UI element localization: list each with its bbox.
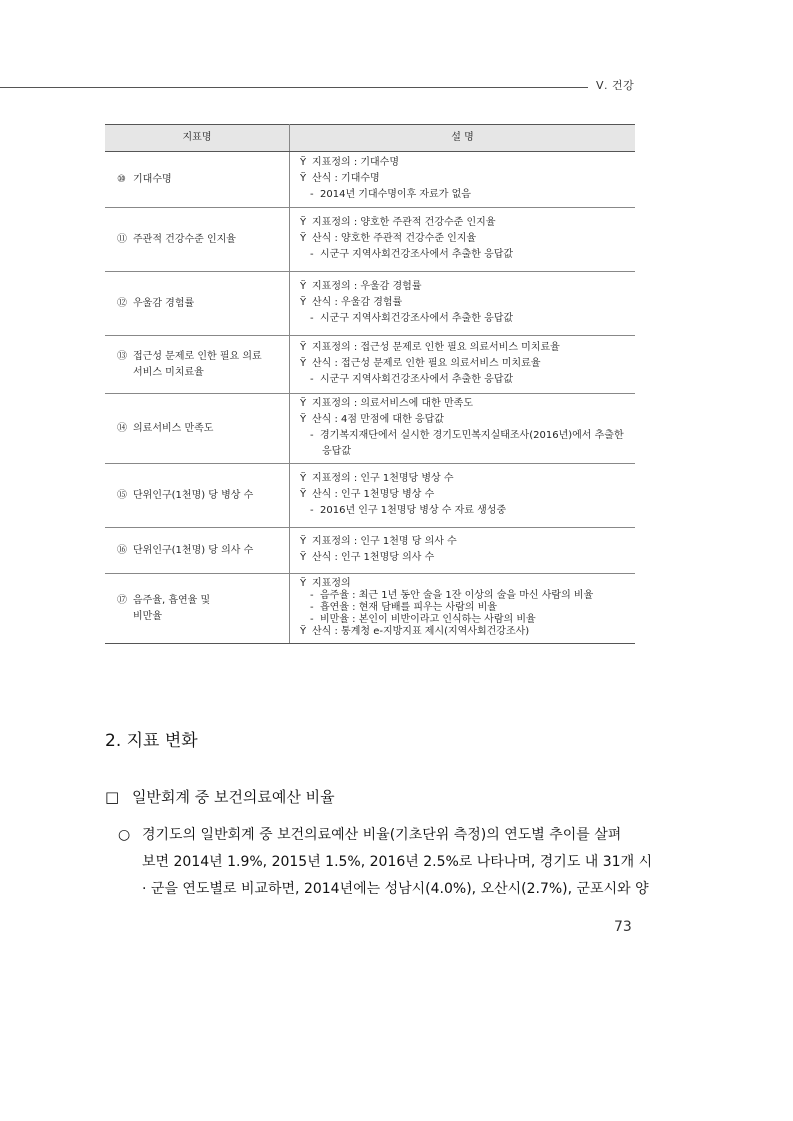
- description-line: [300, 578, 635, 590]
- description-text: 지표정의 : 기대수명: [312, 157, 400, 168]
- page-number: 73: [614, 919, 632, 935]
- description-text: 비만율 : 본인이 비반이라고 인식하는 사람의 비율: [320, 614, 536, 625]
- indicator-name: 비만율: [133, 610, 162, 622]
- checkbox-square-icon: □: [105, 788, 120, 806]
- dash-icon: -: [310, 249, 314, 260]
- y-bullet-icon: Ÿ: [300, 173, 307, 184]
- dash-icon: -: [310, 590, 314, 601]
- description-cell: [290, 152, 636, 208]
- y-bullet-icon: Ÿ: [300, 233, 307, 244]
- description-line: [300, 295, 635, 311]
- description-cell: [290, 208, 636, 272]
- description-continuation: 응답값: [322, 446, 351, 457]
- column-header-indicator-name: 지표명: [105, 125, 290, 152]
- indicator-name: 주관적 건강수준 인지율: [133, 233, 236, 245]
- circled-number: ⑮: [117, 489, 127, 501]
- y-bullet-icon: Ÿ: [300, 297, 307, 308]
- table-row: [105, 574, 635, 644]
- circled-number: ⑪: [117, 233, 127, 245]
- indicator-name: 음주율, 흡연율 및: [133, 594, 211, 606]
- y-bullet-icon: Ÿ: [300, 489, 307, 500]
- circled-number: ⑩: [117, 173, 126, 185]
- indicator-name-cell: [105, 152, 290, 208]
- y-bullet-icon: Ÿ: [300, 414, 307, 425]
- dash-icon: -: [310, 602, 314, 613]
- paragraph-line: 경기도의 일반회계 중 보건의료예산 비율(기초단위 측정)의 연도별 추이를 살펴: [142, 827, 622, 843]
- description-subline: [300, 614, 635, 626]
- description-text: 산식 : 인구 1천명당 의사 수: [312, 552, 435, 563]
- table-row: [105, 394, 635, 464]
- description-text: 2016년 인구 1천명당 병상 수 자료 생성중: [320, 505, 507, 516]
- indicator-name: 서비스 미치료율: [133, 366, 204, 378]
- description-line: [300, 626, 635, 638]
- description-line: [300, 171, 635, 187]
- table-row: [105, 464, 635, 528]
- description-cell: [290, 336, 636, 394]
- dash-icon: -: [310, 505, 314, 516]
- description-line: [300, 487, 635, 503]
- table-row: [105, 528, 635, 574]
- description-text: 산식 : 우울감 경험률: [312, 297, 403, 308]
- description-line: [300, 356, 635, 372]
- indicator-table: [105, 124, 635, 644]
- description-line: [300, 412, 635, 428]
- description-subline: [300, 602, 635, 614]
- y-bullet-icon: Ÿ: [300, 157, 307, 168]
- description-text: 산식 : 양호한 주관적 건강수준 인지율: [312, 233, 477, 244]
- description-subline: [300, 428, 635, 444]
- description-subline: [300, 372, 635, 388]
- description-subline: [300, 247, 635, 263]
- description-text: 지표정의 : 양호한 주관적 건강수준 인지율: [312, 217, 496, 228]
- circled-number: ⑭: [117, 422, 127, 434]
- indicator-name: 단위인구(1천명) 당 의사 수: [133, 544, 254, 556]
- indicator-name: 우울감 경험률: [133, 297, 195, 309]
- description-cell: [290, 528, 636, 574]
- running-header: Ⅴ. 건강: [596, 79, 635, 92]
- header-rule: [0, 87, 588, 88]
- description-cell: [290, 574, 636, 644]
- circle-bullet-icon: ○: [118, 827, 131, 843]
- description-subline: [300, 311, 635, 327]
- circled-number: ⑫: [117, 297, 127, 309]
- description-cell: [290, 394, 636, 464]
- paragraph-line: · 군을 연도별로 비교하면, 2014년에는 성남시(4.0%), 오산시(2.7%), 군포시와 양: [142, 881, 649, 897]
- table-row: [105, 208, 635, 272]
- y-bullet-icon: Ÿ: [300, 473, 307, 484]
- description-text: 2014년 기대수명이후 자료가 없음: [320, 189, 471, 200]
- table-header-row: [105, 125, 635, 152]
- description-text: 경기복지재단에서 실시한 경기도민복지실태조사(2016년)에서 추출한: [320, 430, 624, 441]
- description-line: [300, 534, 635, 550]
- indicator-name-cell: [105, 574, 290, 644]
- indicator-name-cell: [105, 528, 290, 574]
- description-line: [300, 550, 635, 566]
- indicator-name-cell: [105, 464, 290, 528]
- column-header-description: 설 명: [290, 125, 636, 152]
- indicator-name-cell: [105, 394, 290, 464]
- dash-icon: -: [310, 374, 314, 385]
- table-row: [105, 272, 635, 336]
- description-text: 지표정의 : 인구 1천명당 병상 수: [312, 473, 454, 484]
- indicator-name: 기대수명: [133, 173, 172, 185]
- y-bullet-icon: Ÿ: [300, 552, 307, 563]
- description-line: [300, 471, 635, 487]
- y-bullet-icon: Ÿ: [300, 578, 307, 589]
- circled-number: ⑬: [117, 350, 127, 362]
- table-row: [105, 336, 635, 394]
- dash-icon: -: [310, 614, 314, 625]
- description-line: [300, 231, 635, 247]
- circled-number: ⑰: [117, 594, 127, 606]
- indicator-name-cell: [105, 272, 290, 336]
- y-bullet-icon: Ÿ: [300, 398, 307, 409]
- description-text: 산식 : 기대수명: [312, 173, 380, 184]
- description-subline: [300, 187, 635, 203]
- subsection-title: 일반회계 중 보건의료예산 비율: [131, 788, 335, 806]
- y-bullet-icon: Ÿ: [300, 281, 307, 292]
- dash-icon: -: [310, 430, 314, 441]
- description-text: 지표정의 : 의료서비스에 대한 만족도: [312, 398, 473, 409]
- description-text: 지표정의 : 우울감 경험률: [312, 281, 422, 292]
- y-bullet-icon: Ÿ: [300, 536, 307, 547]
- dash-icon: -: [310, 189, 314, 200]
- description-line: [300, 279, 635, 295]
- description-text: 흡연율 : 현재 담배를 피우는 사람의 비율: [320, 602, 498, 613]
- y-bullet-icon: Ÿ: [300, 217, 307, 228]
- dash-icon: -: [310, 313, 314, 324]
- description-text: 산식 : 접근성 문제로 인한 필요 의료서비스 미치료율: [312, 358, 541, 369]
- description-text: 시군구 지역사회건강조사에서 추출한 응답값: [320, 374, 514, 385]
- y-bullet-icon: Ÿ: [300, 358, 307, 369]
- table-row: [105, 152, 635, 208]
- description-text: 지표정의 : 인구 1천명 당 의사 수: [312, 536, 457, 547]
- subsection-heading: [105, 786, 335, 807]
- section-title: 2. 지표 변화: [105, 731, 198, 751]
- description-text: 산식 : 인구 1천명당 병상 수: [312, 489, 435, 500]
- description-cell: [290, 464, 636, 528]
- indicator-name: 단위인구(1천명) 당 병상 수: [133, 489, 254, 501]
- paragraph-line: 보면 2014년 1.9%, 2015년 1.5%, 2016년 2.5%로 나타나며, 경기도 내 31개 시: [142, 854, 653, 870]
- y-bullet-icon: Ÿ: [300, 342, 307, 353]
- description-text: 지표정의: [312, 578, 351, 589]
- description-text: 음주율 : 최근 1년 동안 술을 1잔 이상의 술을 마신 사람의 비율: [320, 590, 594, 601]
- description-text: 지표정의 : 접근성 문제로 인한 필요 의료서비스 미치료율: [312, 342, 560, 353]
- indicator-name: 접근성 문제로 인한 필요 의료: [133, 350, 262, 362]
- description-line: [300, 396, 635, 412]
- description-text: 시군구 지역사회건강조사에서 추출한 응답값: [320, 313, 514, 324]
- indicator-name-cell: [105, 208, 290, 272]
- description-line: [300, 340, 635, 356]
- description-text: 산식 : 4점 만점에 대한 응답값: [312, 414, 444, 425]
- description-cell: [290, 272, 636, 336]
- circled-number: ⑯: [117, 544, 127, 556]
- description-line: [300, 155, 635, 171]
- body-paragraph: [118, 822, 653, 903]
- description-line: [300, 215, 635, 231]
- table-body: [105, 152, 635, 644]
- y-bullet-icon: Ÿ: [300, 626, 307, 637]
- description-subline: [300, 590, 635, 602]
- indicator-name-cell: [105, 336, 290, 394]
- description-text: 산식 : 통계청 e-지방지표 제시(지역사회건강조사): [312, 626, 530, 637]
- description-text: 시군구 지역사회건강조사에서 추출한 응답값: [320, 249, 514, 260]
- description-subline: [300, 503, 635, 519]
- indicator-name: 의료서비스 만족도: [133, 422, 214, 434]
